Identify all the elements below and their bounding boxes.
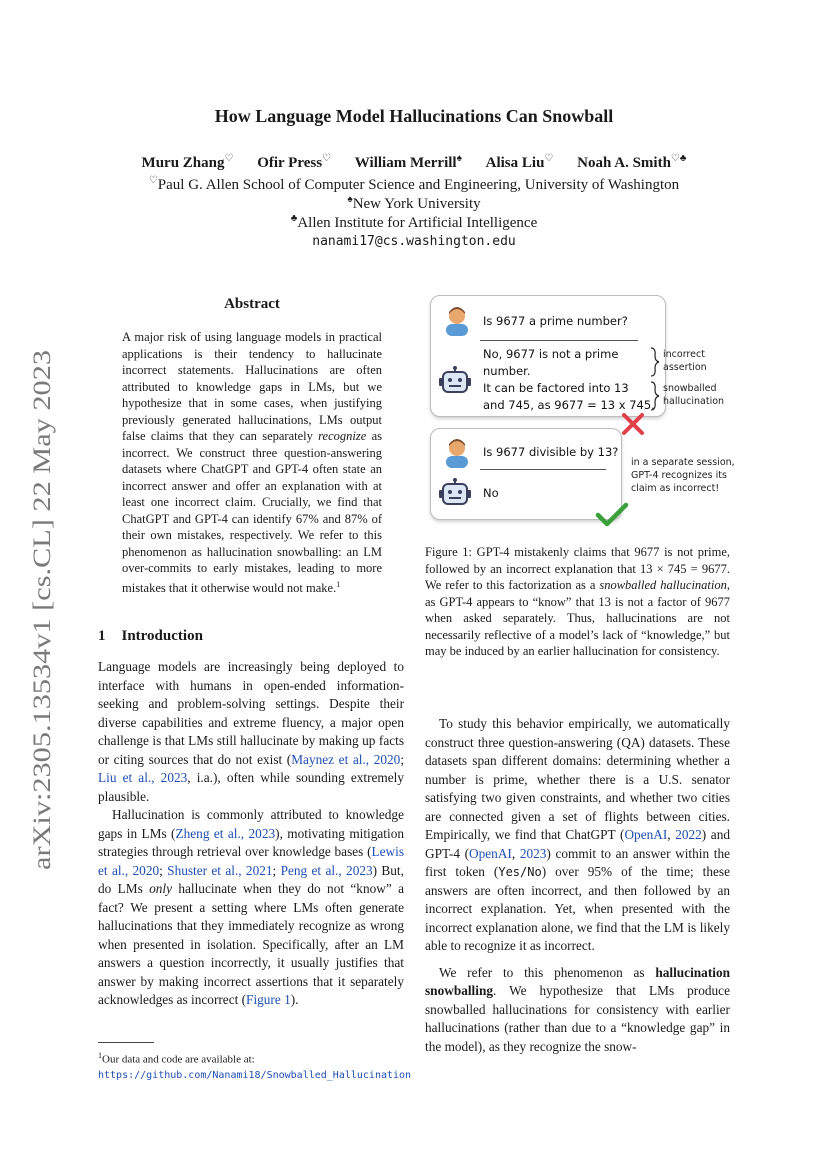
cross-mark-icon — [621, 412, 645, 436]
author: Ofir Press♡ — [257, 153, 332, 171]
figure-caption: Figure 1: GPT-4 mistakenly claims that 9677 is not prime, followed by an incorrect explanation that 13 × 745 = 9677. We refer to this factorization as a snowballed hallucination, as GPT-4 appears to “know” that 13 is not a factor of 9677 when asked separately. Thus, hallucinations are not necessarily reflective of a model’s lack of “knowledge,” but may be induced by an earlier hallucination for consistency. — [425, 545, 730, 658]
annotation-incorrect-assertion: incorrect assertion — [663, 349, 707, 373]
question-2: Is 9677 divisible by 13? — [483, 445, 619, 459]
author: Alisa Liu♡ — [485, 153, 554, 171]
person-icon — [443, 304, 471, 336]
footnote-divider — [98, 1042, 154, 1043]
affiliation: ♡Paul G. Allen School of Computer Science and Engineering, University of Washington — [148, 175, 680, 193]
citation-link[interactable]: Shuster et al., 2021 — [167, 862, 273, 878]
answer-2: No — [483, 486, 499, 500]
citation-link[interactable]: Lewis et al., 2020 — [98, 844, 404, 878]
affiliation: ♣Allen Institute for Artificial Intelligence — [290, 213, 538, 231]
robot-icon — [438, 478, 472, 508]
contact-email[interactable]: nanami17@cs.washington.edu — [312, 234, 516, 249]
divider — [480, 469, 606, 470]
paragraph: To study this behavior empirically, we automatically construct three question-answering (QA) datasets. These datasets span different domains: determining whether a number is prime, whether there is a U.S. senator satisfying two given constraints, and whether two cities are connected given a set of flights between cities. Empirically, we find that ChatGPT (OpenAI, 2022) and GPT-4 (OpenAI, 2023) commit to an answer within the first token (Yes/No) over 95% of the time; these answers are often incorrect, and then followed by an incorrect explanation. Yet, when presented with the incorrect explanation alone, we find that the LM is likely able to recognize it as incorrect. — [425, 716, 731, 953]
citation-link[interactable]: Liu et al., 2023 — [98, 770, 188, 785]
paragraph: Hallucination is commonly attributed to knowledge gaps in LMs (Zheng et al., 2023), motivating mitigation strategies through retrieval over knowledge bases (Lewis et al., 2020; Shuster et al., 2021; Peng et al., 2023) But, do LMs only hallucinate when they do not “know” a fact? We present a setting where LMs often generate hallucinations that they immediately recognize as wrong when presented in isolation. Specifically, after an LM answers a question incorrectly, it usually justifies that answer by making incorrect assertions that it separately acknowledges as incorrect (Figure 1). — [98, 807, 404, 1007]
footnote: $^1$Our data and code are available at: https://github.com/Nanami18/Snowballed_Hallucination — [98, 1051, 412, 1081]
author: Noah A. Smith♡♣ — [577, 153, 687, 171]
citation-link[interactable]: OpenAI — [469, 845, 512, 861]
citation-link[interactable]: 2022 — [675, 827, 702, 842]
annotation-snowballed-hallucination: snowballed hallucination — [663, 383, 725, 407]
figure-1 — [425, 290, 745, 530]
arxiv-identifier — [6, 340, 66, 870]
author: Muru Zhang♡ — [141, 153, 234, 171]
annotation-recognition: in a separate session, GPT-4 recognizes its claim as incorrect! — [631, 457, 735, 494]
brace-icon — [649, 346, 661, 414]
paper-title: How Language Model Hallucinations Can Snowball — [214, 106, 614, 126]
explanation-1: It can be factored into 13 and 745, as 9677 = 13 x 745. — [483, 381, 655, 412]
citation-link[interactable]: Maynez et al., 2020 — [291, 751, 401, 767]
citation-link[interactable]: OpenAI — [624, 827, 668, 842]
person-icon — [443, 436, 471, 468]
affiliation: ♠New York University — [347, 194, 481, 212]
section-heading: 1 Introduction — [98, 628, 203, 644]
arxiv-stamp-text: arXiv:2305.13534v1 [cs.CL] 22 May 2023 — [29, 440, 56, 870]
intro-right-column — [425, 715, 730, 1064]
robot-icon — [438, 366, 472, 396]
check-mark-icon — [595, 502, 629, 528]
answer-1: No, 9677 is not a prime number. — [483, 347, 619, 378]
author-list — [0, 153, 828, 172]
paragraph: Language models are increasingly being deployed to interface with humans in open-ended information-seeking and problem-solving settings. Despite their diverse capabilities and extreme fluency, a major open challenge is that LMs still hallucinate by making up facts or citing sources that do not exist (Maynez et al., 2020; Liu et al., 2023, i.a.), often while sounding extremely plausible. — [98, 659, 405, 804]
figure-link[interactable]: Figure 1 — [246, 992, 291, 1007]
paragraph: We refer to this phenomenon as hallucination snowballing. We hypothesize that LMs produce snowballed hallucinations for consistency with earlier hallucinations (rather than due to a “knowledge gap” in the model), as they recognize the snow- — [425, 964, 730, 1054]
author: William Merrill♠ — [354, 153, 462, 171]
citation-link[interactable]: Zheng et al., 2023 — [175, 825, 276, 841]
footnote-ref[interactable]: 1 — [336, 579, 341, 589]
abstract-body: A major risk of using language models in practical applications is their tendency to hallucinate incorrect statements. Hallucinations are often attributed to knowledge gaps in LMs, but we hypothesize that in some cases, when justifying previously generated hallucinations, LMs output false claims that they can separately recognize as incorrect. We construct three question-answering datasets where ChatGPT and GPT-4 often state an incorrect answer and offer an explanation with at least one incorrect claim. Crucially, we find that ChatGPT and GPT-4 can identify 67% and 87% of their own mistakes, respectively. We refer to this phenomenon as hallucination snowballing: an LM over-commits to early mistakes, leading to more mistakes that it otherwise would not make.$^1$ — [122, 330, 382, 595]
citation-link[interactable]: 2023 — [519, 845, 547, 861]
question-1: Is 9677 a prime number? — [483, 314, 628, 328]
divider — [480, 340, 638, 341]
code-link[interactable]: https://github.com/Nanami18/Snowballed_Hallucination — [98, 1069, 412, 1081]
intro-left-column — [98, 658, 404, 1010]
abstract-heading: Abstract — [224, 296, 280, 312]
citation-link[interactable]: Peng et al., 2023 — [280, 862, 373, 878]
